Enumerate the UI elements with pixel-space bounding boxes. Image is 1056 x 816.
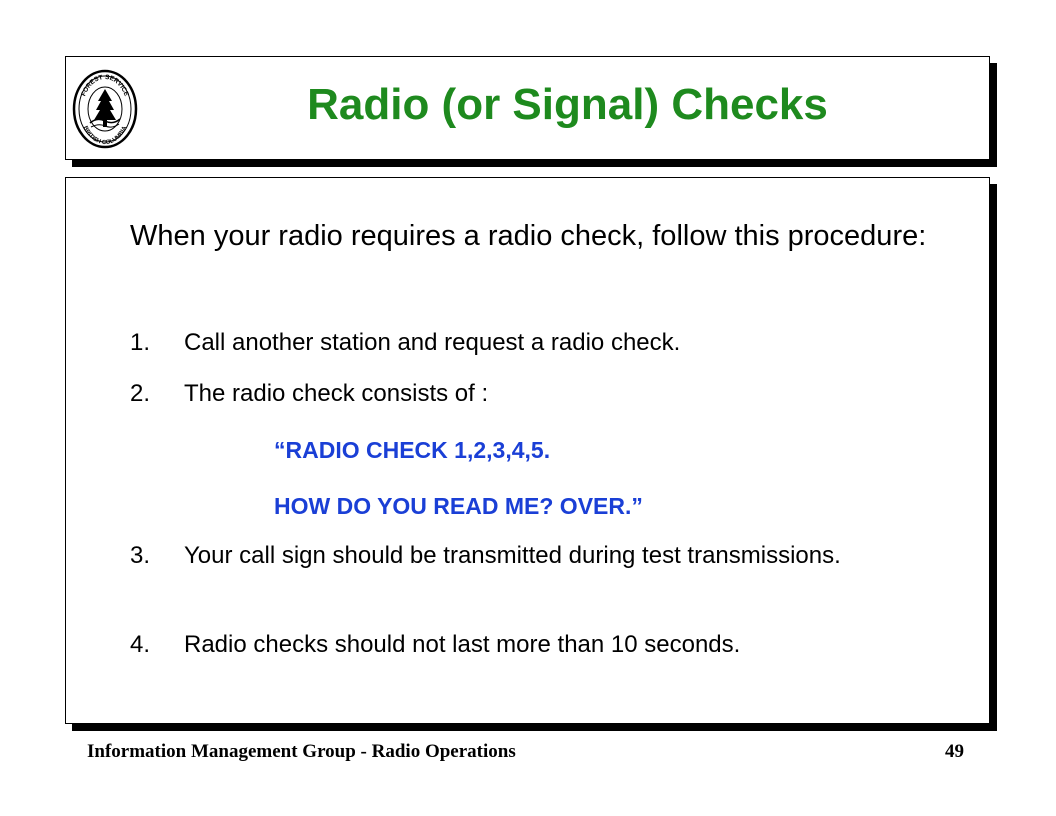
logo-text-bottom: BRITISH COLUMBIA [81, 125, 129, 147]
page-number: 49 [945, 741, 964, 762]
footer-text: Information Management Group - Radio Operations [87, 741, 516, 762]
list-item [130, 541, 930, 571]
list-item [130, 328, 930, 358]
list-item [130, 630, 930, 660]
forest-service-bc-seal-icon [72, 69, 138, 149]
list-item-text: Call another station and request a radio check. [184, 329, 681, 356]
title-box [65, 56, 990, 160]
intro-text: When your radio requires a radio check, follow this procedure: [130, 220, 927, 252]
list-item-number: 1. [130, 329, 151, 356]
page-title: Radio (or Signal) Checks [307, 80, 828, 129]
list-item [130, 379, 930, 409]
list-item-text: The radio check consists of : [184, 380, 489, 407]
list-item-number: 3. [130, 542, 151, 569]
logo-text-top: FOREST SERVICE [80, 73, 130, 98]
content-box [65, 177, 990, 724]
list-item-text: Radio checks should not last more than 10 seconds. [184, 631, 741, 658]
list-item-text: Your call sign should be transmitted during test transmissions. [184, 542, 841, 569]
list-item-number: 4. [130, 631, 151, 658]
radio-check-quote-line-1: “RADIO CHECK 1,2,3,4,5. [274, 437, 551, 463]
radio-check-quote-line-2: HOW DO YOU READ ME? OVER.” [274, 493, 643, 519]
list-item-number: 2. [130, 380, 151, 407]
